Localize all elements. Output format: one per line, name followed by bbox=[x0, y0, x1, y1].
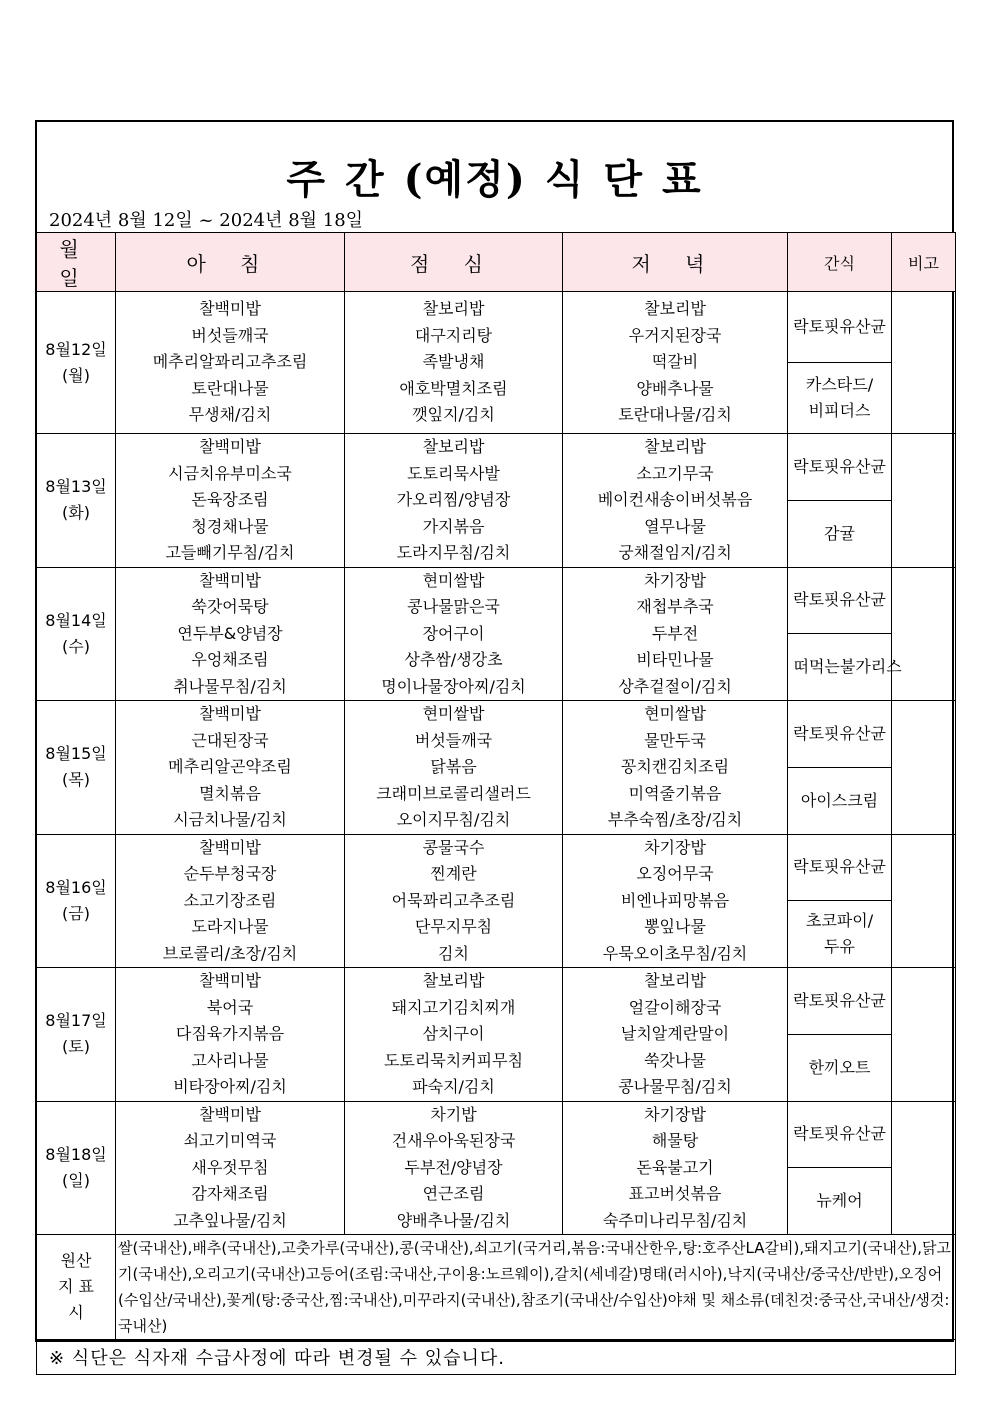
breakfast-item: 찰백미밥 bbox=[199, 704, 261, 723]
lunch-item: 김치 bbox=[438, 943, 469, 963]
origin-row bbox=[37, 1235, 956, 1340]
notice-row bbox=[37, 1340, 956, 1375]
dinner-cell bbox=[563, 701, 788, 835]
snack-item bbox=[788, 634, 902, 701]
breakfast-item: 찰백미밥 bbox=[199, 570, 261, 590]
dinner-item: 콩나물무침/김치 bbox=[618, 1077, 732, 1096]
day-date-cell bbox=[37, 1101, 116, 1235]
day-date: 8월13일 bbox=[45, 477, 107, 497]
dinner-item: 쑥갓나물 bbox=[644, 1050, 706, 1070]
lunch-item: 건새우아욱된장국 bbox=[391, 1131, 516, 1150]
dinner-item: 우묵오이초무침/김치 bbox=[602, 943, 748, 963]
header-snack: 간식 bbox=[788, 233, 892, 292]
lunch-item: 연근조림 bbox=[422, 1184, 485, 1203]
breakfast-item: 다짐육가지볶음 bbox=[175, 1024, 285, 1043]
snack-item-text: 아이스크림 bbox=[800, 790, 879, 810]
breakfast-item: 시금치유부미소국 bbox=[168, 463, 292, 483]
lunch-cell bbox=[345, 567, 563, 701]
dinner-cell bbox=[563, 292, 788, 434]
day-weekday: (월) bbox=[62, 365, 90, 385]
day-date: 8월14일 bbox=[45, 610, 107, 630]
dinner-item: 현미쌀밥 bbox=[644, 704, 706, 723]
lunch-item: 닭볶음 bbox=[430, 757, 477, 776]
lunch-item: 가오리찜/양념장 bbox=[396, 490, 511, 509]
header-lunch: 점 심 bbox=[345, 233, 563, 292]
dinner-item: 표고버섯볶음 bbox=[628, 1184, 722, 1203]
lunch-item: 대구지리탕 bbox=[414, 325, 493, 345]
breakfast-item: 순두부청국장 bbox=[183, 864, 277, 883]
breakfast-item: 연두부&양념장 bbox=[177, 623, 283, 643]
lunch-item: 찰보리밥 bbox=[422, 971, 485, 990]
day-date-cell bbox=[37, 701, 116, 835]
snack-item-text: 뉴케어 bbox=[816, 1191, 863, 1211]
dinner-item: 오징어무국 bbox=[636, 864, 714, 883]
note-cell bbox=[892, 434, 956, 568]
lunch-item: 크래미브로콜리샐러드 bbox=[376, 783, 531, 803]
dinner-item: 차기장밥 bbox=[644, 570, 706, 590]
breakfast-item: 찰백미밥 bbox=[199, 437, 261, 456]
day-date: 8월17일 bbox=[45, 1011, 107, 1031]
lunch-item: 상추쌈/생강초 bbox=[404, 650, 503, 669]
lunch-item: 돼지고기김치찌개 bbox=[391, 997, 516, 1017]
dinner-item: 찰보리밥 bbox=[644, 299, 706, 319]
breakfast-item: 찰백미밥 bbox=[199, 971, 261, 990]
lunch-item: 어묵꽈리고추조림 bbox=[391, 890, 516, 910]
breakfast-item: 청경채나물 bbox=[191, 516, 269, 536]
breakfast-cell bbox=[116, 701, 345, 835]
breakfast-item: 새우젓무침 bbox=[191, 1157, 269, 1177]
day-weekday: (목) bbox=[62, 770, 90, 790]
snack-item bbox=[788, 1034, 892, 1101]
dinner-item: 열무나물 bbox=[644, 516, 706, 536]
title-word: 표 bbox=[662, 156, 703, 203]
day-weekday: (수) bbox=[62, 636, 90, 656]
breakfast-item: 고추잎나물/김치 bbox=[173, 1210, 287, 1230]
breakfast-item: 메추리알곤약조림 bbox=[168, 757, 292, 776]
breakfast-item: 찰백미밥 bbox=[199, 1104, 261, 1124]
snack-probiotic: 락토핏유산균 bbox=[788, 1101, 892, 1168]
dinner-item: 베이컨새송이버섯볶음 bbox=[597, 490, 753, 509]
snack-probiotic: 락토핏유산균 bbox=[788, 567, 892, 634]
day-weekday: (화) bbox=[62, 503, 90, 523]
header-date: 월 일 bbox=[37, 233, 116, 292]
header-breakfast: 아 침 bbox=[116, 233, 345, 292]
lunch-item: 찰보리밥 bbox=[422, 299, 485, 319]
note-cell bbox=[892, 292, 956, 434]
breakfast-item: 찰백미밥 bbox=[199, 837, 261, 857]
dinner-item: 비엔나피망볶음 bbox=[620, 890, 730, 910]
lunch-item: 장어구이 bbox=[422, 623, 485, 643]
lunch-item: 애호박멸치조림 bbox=[399, 378, 508, 398]
lunch-item: 삼치구이 bbox=[422, 1024, 485, 1043]
snack-probiotic: 락토핏유산균 bbox=[788, 434, 892, 501]
menu-document bbox=[35, 120, 954, 1369]
lunch-item: 도토리묵사발 bbox=[407, 463, 500, 483]
dinner-item: 떡갈비 bbox=[651, 352, 699, 372]
dinner-item: 찰보리밥 bbox=[644, 437, 706, 456]
dinner-item: 궁채절임지/김치 bbox=[618, 543, 732, 562]
lunch-item: 찐계란 bbox=[430, 864, 477, 883]
header-note: 비고 bbox=[892, 233, 956, 292]
lunch-item: 현미쌀밥 bbox=[422, 570, 485, 590]
lunch-item: 명이나물장아찌/김치 bbox=[381, 676, 526, 696]
title-word: 식 bbox=[544, 156, 586, 203]
dinner-cell bbox=[563, 1101, 788, 1235]
dinner-item: 돈육불고기 bbox=[636, 1157, 714, 1177]
dinner-cell bbox=[563, 968, 788, 1102]
lunch-cell bbox=[345, 292, 563, 434]
dinner-item: 꽁치캔김치조림 bbox=[620, 757, 730, 776]
day-weekday: (토) bbox=[62, 1037, 90, 1057]
lunch-item: 가지볶음 bbox=[422, 516, 485, 536]
breakfast-item: 멸치볶음 bbox=[199, 783, 261, 803]
day-date-cell bbox=[37, 292, 116, 434]
lunch-item: 버섯들깨국 bbox=[414, 730, 493, 750]
breakfast-item: 소고기장조림 bbox=[183, 890, 277, 910]
snack-item-text: 떠먹는불가리스 bbox=[793, 657, 902, 677]
lunch-item: 찰보리밥 bbox=[422, 437, 485, 456]
day-date-cell bbox=[37, 968, 116, 1102]
day-row bbox=[37, 834, 956, 901]
breakfast-item: 버섯들깨국 bbox=[191, 325, 269, 345]
lunch-cell bbox=[345, 834, 563, 968]
day-date: 8월18일 bbox=[45, 1144, 107, 1164]
breakfast-item: 쇠고기미역국 bbox=[183, 1131, 277, 1150]
snack-item bbox=[788, 901, 892, 968]
lunch-cell bbox=[345, 701, 563, 835]
breakfast-item: 도라지나물 bbox=[191, 917, 269, 936]
snack-item bbox=[788, 1168, 892, 1235]
dinner-item: 미역줄기볶음 bbox=[628, 783, 722, 803]
day-row bbox=[37, 701, 956, 768]
snack-probiotic: 락토핏유산균 bbox=[788, 968, 892, 1035]
lunch-cell bbox=[345, 1101, 563, 1235]
dinner-item: 찰보리밥 bbox=[644, 971, 706, 990]
dinner-item: 비타민나물 bbox=[636, 650, 714, 669]
lunch-item: 차기밥 bbox=[430, 1104, 477, 1124]
dinner-item: 얼갈이해장국 bbox=[628, 997, 722, 1017]
lunch-item: 족발냉채 bbox=[422, 352, 485, 372]
breakfast-cell bbox=[116, 834, 345, 968]
dinner-item: 차기장밥 bbox=[644, 1104, 706, 1124]
dinner-item: 물만두국 bbox=[644, 730, 706, 750]
note-cell bbox=[892, 1101, 956, 1235]
title-word: 주 bbox=[286, 156, 327, 203]
breakfast-item: 우엉채조림 bbox=[191, 650, 269, 669]
day-row bbox=[37, 292, 956, 363]
day-row bbox=[37, 968, 956, 1035]
lunch-item: 도토리묵치커피무침 bbox=[383, 1050, 524, 1070]
breakfast-item: 감자채조림 bbox=[191, 1184, 269, 1203]
lunch-cell bbox=[345, 968, 563, 1102]
breakfast-item: 시금치나물/김치 bbox=[173, 810, 287, 829]
day-date-cell bbox=[37, 567, 116, 701]
dinner-cell bbox=[563, 434, 788, 568]
snack-item-text: 초코파이/두유 bbox=[805, 911, 874, 957]
menu-period: 2024년 8월 12일 ~ 2024년 8월 18일 bbox=[49, 210, 364, 231]
breakfast-item: 고들빼기무침/김치 bbox=[165, 543, 295, 562]
breakfast-cell bbox=[116, 434, 345, 568]
breakfast-cell bbox=[116, 567, 345, 701]
breakfast-item: 비타장아찌/김치 bbox=[173, 1077, 287, 1096]
dinner-cell bbox=[563, 567, 788, 701]
day-row bbox=[37, 567, 956, 634]
dinner-item: 재첩부추국 bbox=[636, 597, 714, 616]
breakfast-item: 취나물무침/김치 bbox=[173, 676, 287, 696]
day-date: 8월15일 bbox=[45, 744, 107, 764]
dinner-item: 우거지된장국 bbox=[628, 325, 722, 345]
snack-probiotic: 락토핏유산균 bbox=[788, 834, 892, 901]
lunch-item: 현미쌀밥 bbox=[422, 704, 485, 723]
day-weekday: (금) bbox=[62, 903, 90, 923]
page-title bbox=[37, 148, 952, 205]
breakfast-cell bbox=[116, 968, 345, 1102]
snack-item-text: 감귤 bbox=[824, 523, 855, 543]
title-word: 단 bbox=[603, 156, 645, 203]
dinner-item: 해물탕 bbox=[651, 1131, 699, 1150]
dinner-item: 숙주미나리무침/김치 bbox=[602, 1210, 748, 1230]
lunch-item: 깻잎지/김치 bbox=[412, 405, 495, 425]
breakfast-cell bbox=[116, 1101, 345, 1235]
day-date-cell bbox=[37, 434, 116, 568]
dinner-item: 두부전 bbox=[651, 623, 699, 643]
header-dinner: 저 녁 bbox=[563, 233, 788, 292]
notice-text: ※ 식단은 식자재 수급사정에 따라 변경될 수 있습니다. bbox=[37, 1340, 956, 1375]
note-cell bbox=[892, 968, 956, 1102]
dinner-item: 차기장밥 bbox=[644, 837, 706, 857]
lunch-item: 단무지무침 bbox=[414, 917, 493, 936]
note-cell bbox=[892, 834, 956, 968]
lunch-item: 도라지무침/김치 bbox=[396, 543, 511, 562]
dinner-item: 뽕잎나물 bbox=[644, 917, 706, 936]
breakfast-item: 돈육장조림 bbox=[191, 490, 269, 509]
snack-item-text: 한끼오트 bbox=[808, 1057, 871, 1077]
dinner-item: 상추겉절이/김치 bbox=[618, 676, 732, 696]
dinner-item: 부추숙찜/초장/김치 bbox=[607, 810, 743, 829]
breakfast-item: 브로콜리/초장/김치 bbox=[162, 943, 298, 963]
day-row bbox=[37, 1101, 956, 1168]
lunch-item: 콩물국수 bbox=[422, 837, 485, 857]
breakfast-item: 찰백미밥 bbox=[199, 299, 261, 319]
snack-item bbox=[788, 767, 892, 834]
lunch-cell bbox=[345, 434, 563, 568]
lunch-item: 콩나물맑은국 bbox=[407, 597, 500, 616]
dinner-item: 양배추나물 bbox=[636, 378, 714, 398]
snack-item-text: 카스타드/비피더스 bbox=[805, 375, 874, 420]
breakfast-cell bbox=[116, 292, 345, 434]
lunch-item: 파숙지/김치 bbox=[412, 1077, 495, 1096]
day-row bbox=[37, 434, 956, 501]
breakfast-item: 근대된장국 bbox=[191, 730, 269, 750]
dinner-item: 날치알계란말이 bbox=[620, 1024, 730, 1043]
dinner-item: 토란대나물/김치 bbox=[618, 405, 732, 425]
snack-probiotic: 락토핏유산균 bbox=[788, 701, 892, 768]
origin-label-text: 원산지 표시 bbox=[58, 1251, 94, 1322]
breakfast-item: 토란대나물 bbox=[191, 378, 269, 398]
note-cell bbox=[892, 701, 956, 835]
lunch-item: 양배추나물/김치 bbox=[396, 1210, 511, 1230]
title-word: 간 bbox=[344, 156, 386, 203]
dinner-cell bbox=[563, 834, 788, 968]
day-weekday: (일) bbox=[62, 1170, 90, 1190]
title-word: (예정) bbox=[403, 156, 527, 203]
snack-item bbox=[788, 500, 892, 567]
day-date: 8월12일 bbox=[45, 339, 107, 359]
note-cell bbox=[892, 567, 956, 701]
breakfast-item: 메추리알꽈리고추조림 bbox=[152, 352, 308, 372]
lunch-item: 두부전/양념장 bbox=[404, 1157, 503, 1177]
origin-label bbox=[37, 1235, 116, 1340]
breakfast-item: 북어국 bbox=[206, 997, 254, 1017]
header-row bbox=[37, 233, 956, 292]
breakfast-item: 무생채/김치 bbox=[188, 405, 272, 425]
breakfast-item: 고사리나물 bbox=[191, 1050, 269, 1070]
lunch-item: 오이지무침/김치 bbox=[396, 810, 511, 829]
snack-item bbox=[788, 363, 892, 434]
weekly-menu-table bbox=[36, 232, 956, 1375]
breakfast-item: 쑥갓어묵탕 bbox=[191, 597, 269, 616]
snack-probiotic: 락토핏유산균 bbox=[788, 292, 892, 363]
dinner-item: 소고기무국 bbox=[636, 463, 714, 483]
day-date: 8월16일 bbox=[45, 877, 107, 897]
origin-text: 쌀(국내산),배추(국내산),고춧가루(국내산),콩(국내산),쇠고기(국거리,볶음:국내산한우,탕:호주산LA갈비),돼지고기(국내산),닭고기(국내산),오리고기(국내산)고등어(조림:국내산,구이용:노르웨이),갈치(세네갈)명태(러시아),낙지(국내산/중국산/반반),오징어(수입산/국내산),꽃게(탕:중국산,찜:국내산),미꾸라지(국내산),참조기(국내산/수입산)야채 및 채소류(데친것:중국산,국내산/생것:국내산) bbox=[116, 1235, 956, 1340]
day-date-cell bbox=[37, 834, 116, 968]
